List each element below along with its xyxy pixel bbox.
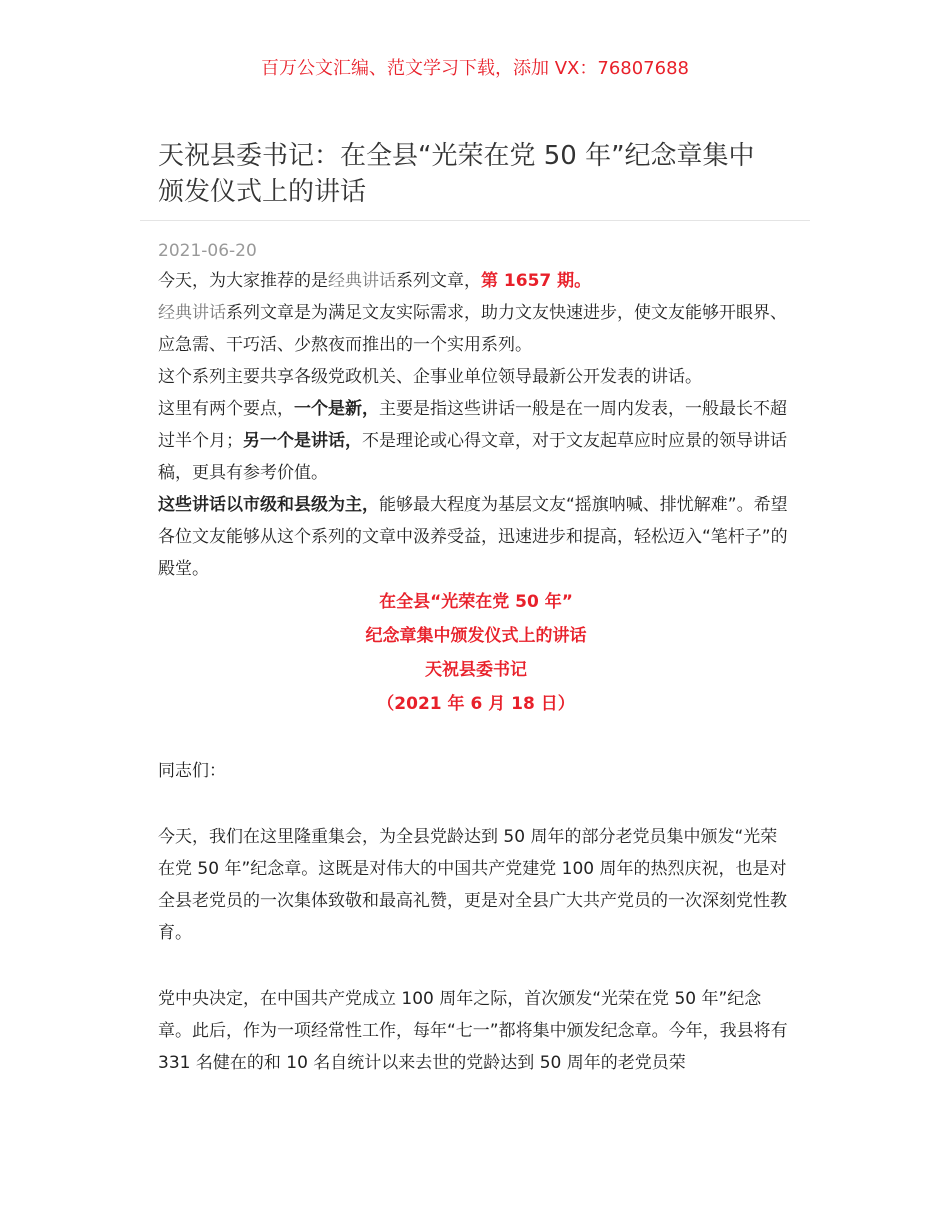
intro-paragraph-5 bbox=[158, 489, 794, 585]
speech-title-line-1: 在全县“光荣在党 50 年” bbox=[379, 592, 573, 612]
spacer bbox=[158, 949, 794, 983]
spacer bbox=[158, 787, 794, 821]
intro-paragraph-2 bbox=[158, 297, 794, 361]
title-line-2: 颁发仪式上的讲话 bbox=[158, 177, 367, 207]
intro-text: 系列文章是为满足文友实际需求，助力文友快速进步，使文友能够开眼界、应急需、干巧活、少熬夜而推出的一个实用系列。 bbox=[158, 303, 787, 355]
intro-paragraph-1 bbox=[158, 265, 794, 297]
intro-paragraph-4 bbox=[158, 393, 794, 489]
intro-text: 主要是指这些讲话一般是在一周内发表，一般最长不超过半个月； bbox=[158, 399, 787, 451]
key-point-1: 一个是新， bbox=[294, 399, 379, 419]
body-paragraph-1: 今天，我们在这里隆重集会，为全县党龄达到 50 周年的部分老党员集中颁发“光荣在党 50 年”纪念章。这既是对伟大的中国共产党建党 100 周年的热烈庆祝，也是对全县老党员的一次集体致敬和最高礼赞，更是对全县广大共产党员的一次深刻党性教育。 bbox=[158, 827, 787, 943]
title-line-1: 天祝县委书记：在全县“光荣在党 50 年”纪念章集中 bbox=[158, 141, 755, 171]
intro-paragraph-3: 这个系列主要共享各级党政机关、企事业单位领导最新公开发表的讲话。 bbox=[158, 367, 702, 387]
key-point-2: 另一个是讲话， bbox=[243, 431, 362, 451]
greeting: 同志们： bbox=[158, 761, 226, 781]
intro-text: 不是理论或心得文章，对于文友起草应时应景的领导讲话稿，更具有参考价值。 bbox=[158, 431, 787, 483]
title-divider bbox=[140, 220, 810, 221]
key-point-3: 这些讲话以市级和县级为主， bbox=[158, 495, 379, 515]
series-name: 经典讲话 bbox=[158, 303, 226, 323]
intro-text: 能够最大程度为基层文友“摇旗呐喊、排忧解难”。希望各位文友能够从这个系列的文章中汲养受益，迅速进步和提高，轻松迈入“笔杆子”的殿堂。 bbox=[158, 495, 788, 579]
intro-text: 这里有两个要点， bbox=[158, 399, 294, 419]
speaker: 天祝县委书记 bbox=[425, 660, 527, 680]
body-paragraph-2: 党中央决定，在中国共产党成立 100 周年之际，首次颁发“光荣在党 50 年”纪念章。此后，作为一项经常性工作，每年“七一”都将集中颁发纪念章。今年，我县将有 331 名健在的和 10 名自统计以来去世的党龄达到 50 周年的老党员荣 bbox=[158, 989, 788, 1073]
speech-title-line-2: 纪念章集中颁发仪式上的讲话 bbox=[365, 626, 587, 646]
spacer bbox=[158, 721, 794, 755]
intro-text: 今天，为大家推荐的是 bbox=[158, 271, 328, 291]
promo-banner: 百万公文汇编、范文学习下载，添加 VX：76807688 bbox=[261, 58, 689, 79]
article-body bbox=[158, 265, 794, 1079]
issue-number: 第 1657 期。 bbox=[481, 271, 592, 291]
article-title bbox=[158, 138, 798, 210]
speech-date: （2021 年 6 月 18 日） bbox=[377, 694, 575, 714]
publish-date: 2021-06-20 bbox=[158, 241, 257, 261]
intro-text: 系列文章， bbox=[396, 271, 481, 291]
series-name: 经典讲话 bbox=[328, 271, 396, 291]
